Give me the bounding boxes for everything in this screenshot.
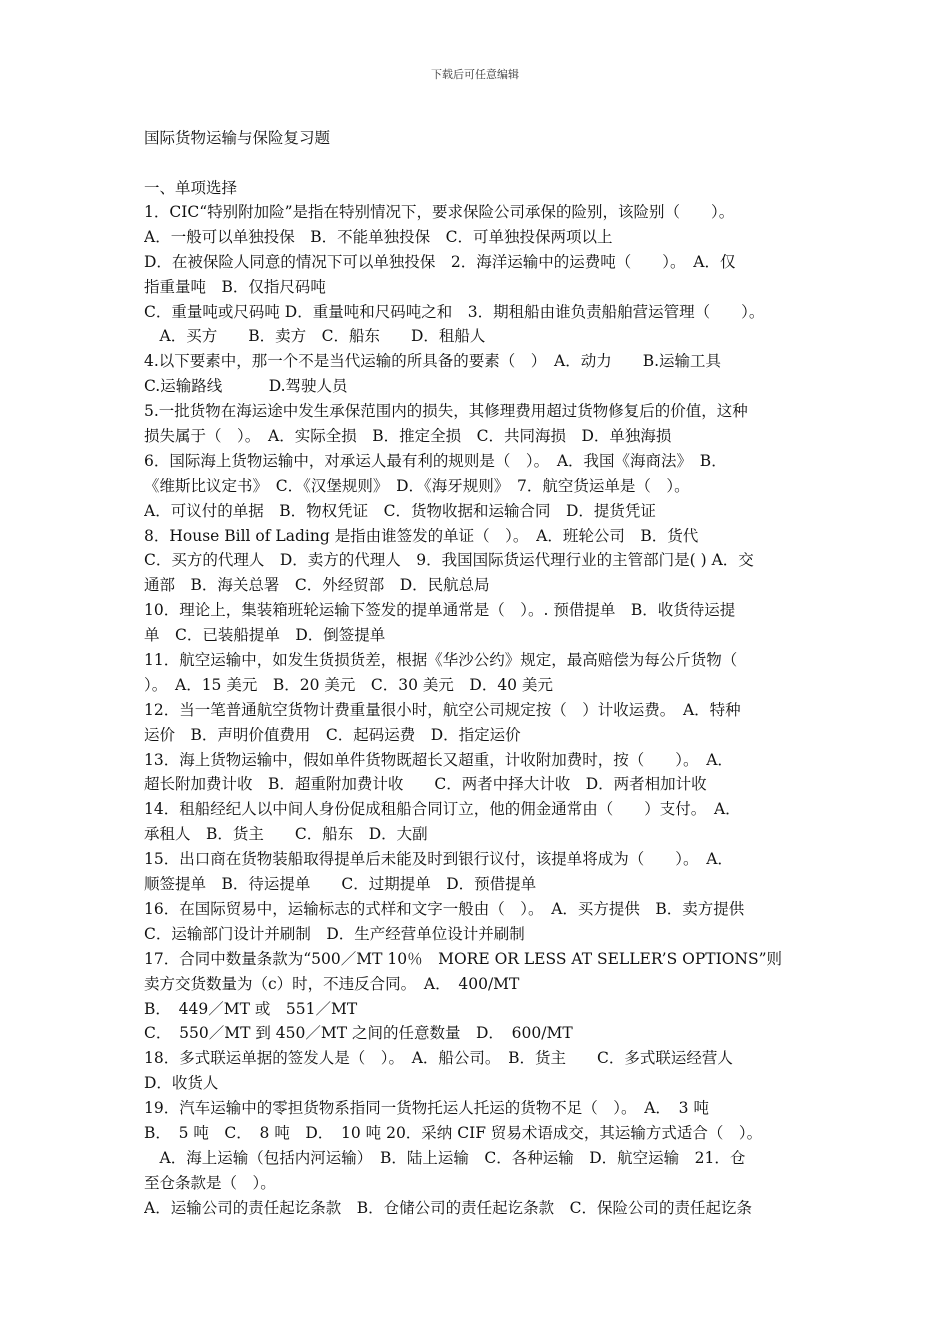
text-line: 6．国际海上货物运输中，对承运人最有利的规则是（ ）。 A．我国《海商法》 B．	[144, 451, 727, 470]
text-line: 17．合同中数量条款为“500／MT 10％ MORE OR LESS AT SELLER’S OPTIONS”则	[144, 949, 783, 968]
text-line: C． 550／MT 到 450／MT 之间的任意数量 D． 600/MT	[144, 1024, 573, 1043]
text-line: C．运输部门设计并刷制 D．生产经营单位设计并刷制	[144, 924, 525, 943]
text-line: 卖方交货数量为（c）时，不违反合同。 A． 400/MT	[144, 974, 520, 993]
text-line: A．运输公司的责任起讫条款 B．仓储公司的责任起讫条款 C．保险公司的责任起讫条	[144, 1198, 752, 1217]
text-line: 《维斯比议定书》 C．《汉堡规则》 D．《海牙规则》 7．航空货运单是（ ）。	[144, 476, 690, 495]
text-line: 18．多式联运单据的签发人是（ ）。 A．船公司。 B．货主 C．多式联运经营人	[144, 1049, 733, 1068]
document-title: 国际货物运输与保险复习题	[144, 129, 331, 147]
text-line: C．重量吨或尺码吨 D．重量吨和尺码吨之和 3．期租船由谁负责船舶营运管理（ ）。	[144, 302, 765, 321]
text-line: 4.以下要素中，那一个不是当代运输的所具备的要素（ ） A．动力 B.运输工具	[144, 352, 722, 371]
text-line: B． 449／MT 或 551／MT	[144, 999, 358, 1018]
text-line: 1．CIC“特别附加险”是指在特别情况下，要求保险公司承保的险别，该险别（ ）。	[144, 203, 735, 221]
header-note: 下载后可任意编辑	[431, 68, 519, 81]
question-text-block	[144, 200, 824, 1221]
text-line: 12．当一笔普通航空货物计费重量很小时，航空公司规定按（ ）计收运费。 A．特种	[144, 700, 741, 719]
text-line: 8．House Bill of Lading 是指由谁签发的单证（ ）。 A．班轮公司 B．货代	[144, 526, 699, 545]
text-line: A．可议付的单据 B．物权凭证 C．货物收据和运输合同 D．提货凭证	[144, 501, 656, 520]
text-line: A．海上运输（包括内河运输） B．陆上运输 C．各种运输 D．航空运输 21．仓	[144, 1148, 746, 1167]
text-line: D．在被保险人同意的情况下可以单独投保 2．海洋运输中的运费吨（ ）。 A．仅	[144, 252, 736, 271]
text-line: C.运输路线 D.驾驶人员	[144, 377, 348, 396]
text-line: 单 C．已装船提单 D．倒签提单	[144, 626, 386, 645]
text-line: 19．汽车运输中的零担货物系指同一货物托运人托运的货物不足（ ）。 A． 3 吨	[144, 1099, 709, 1118]
text-line: 承租人 B．货主 C．船东 D．大副	[144, 825, 428, 844]
text-line: 14．租船经纪人以中间人身份促成租船合同订立，他的佣金通常由（ ）支付。 A．	[144, 800, 741, 819]
text-line: 至仓条款是（ ）。	[144, 1173, 276, 1192]
text-line: 15．出口商在货物装船取得提单后未能及时到银行议付，该提单将成为（ ）。 A．	[144, 850, 733, 869]
text-line: 10．理论上，集装箱班轮运输下签发的提单通常是（ ）。. 预借提单 B．收货待运提	[144, 601, 736, 620]
text-line: 损失属于（ ）。 A．实际全损 B．推定全损 C．共同海损 D．单独海损	[144, 427, 672, 446]
text-line: A．买方 B．卖方 C．船东 D．租船人	[144, 327, 486, 346]
text-line: 顺签提单 B．待运提单 C．过期提单 D．预借提单	[144, 875, 537, 894]
text-line: 指重量吨 B．仅指尺码吨	[144, 277, 326, 296]
text-line: 5.一批货物在海运途中发生承保范围内的损失，其修理费用超过货物修复后的价值，这种	[144, 402, 748, 421]
text-line: 16．在国际贸易中，运输标志的式样和文字一般由（ ）。 A．买方提供 B．卖方提供	[144, 899, 745, 918]
text-line: 11．航空运输中，如发生货损货差，根据《华沙公约》规定，最高赔偿为每公斤货物（	[144, 651, 738, 670]
text-line: ）。 A．15 美元 B．20 美元 C．30 美元 D．40 美元	[144, 675, 553, 694]
text-line: 超长附加费计收 B．超重附加费计收 C．两者中择大计收 D．两者相加计收	[144, 775, 707, 794]
text-line: 13．海上货物运输中，假如单件货物既超长又超重，计收附加费时，按（ ）。 A．	[144, 750, 733, 769]
text-line: D．收货人	[144, 1074, 219, 1093]
section-heading: 一、单项选择	[144, 179, 238, 197]
text-line: 通部 B．海关总署 C．外经贸部 D．民航总局	[144, 576, 490, 595]
text-line: 运价 B．声明价值费用 C．起码运费 D．指定运价	[144, 725, 521, 744]
text-line: B． 5 吨 C． 8 吨 D． 10 吨 20．采纳 CIF 贸易术语成交，其运输方式适合（ ）。	[144, 1123, 763, 1142]
text-line: C．买方的代理人 D．卖方的代理人 9．我国国际货运代理行业的主管部门是( ) A．交	[144, 551, 754, 570]
text-line: A．一般可以单独投保 B．不能单独投保 C．可单独投保两项以上	[144, 227, 613, 246]
